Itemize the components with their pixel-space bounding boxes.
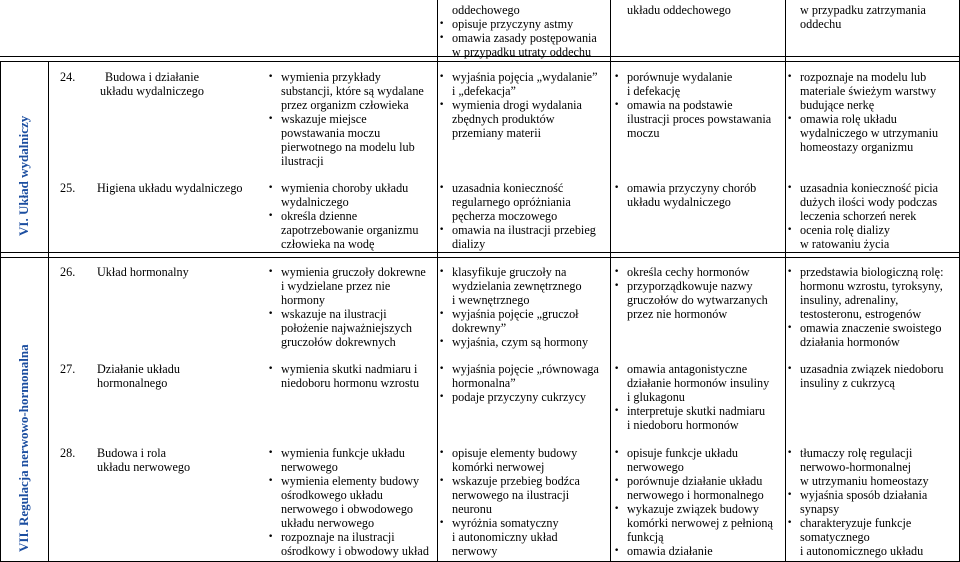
- bullet-item: • omawia na podstawie: [627, 98, 733, 112]
- cell-text: oddechowego: [452, 3, 520, 17]
- topic-number: 24.: [60, 70, 76, 84]
- cell-text: funkcją: [627, 530, 664, 544]
- cell-text: nerwowego: [281, 460, 338, 474]
- cell-text: zapotrzebowanie organizmu: [281, 223, 419, 237]
- row-line: [0, 257, 960, 258]
- cell-text: homeostazy organizmu: [800, 140, 914, 154]
- cell-text: moczu: [627, 126, 660, 140]
- cell-text: i autonomiczny układ: [452, 530, 558, 544]
- cell-text: synapsy: [800, 502, 840, 516]
- section-label: VII. Regulacja nerwowo-hormonalna: [16, 344, 31, 552]
- bullet-item: • uzasadnia konieczność picia: [800, 181, 938, 195]
- topic-number: 27.: [60, 362, 76, 376]
- cell-text: dużych ilości wody podczas: [800, 195, 938, 209]
- bullet-item: • wyjaśnia pojęcie „gruczoł: [452, 307, 579, 321]
- topic-number: 28.: [60, 446, 76, 460]
- cell-text: w utrzymaniu homeostazy: [800, 474, 929, 488]
- cell-text: ośrodkowy i obwodowy układ: [281, 544, 429, 558]
- bullet-item: • porównuje działanie układu: [627, 474, 762, 488]
- cell-text: ilustracji proces powstawania: [627, 112, 772, 126]
- cell-text: przez organizm człowieka: [281, 98, 409, 112]
- topic-title: Budowa i działanie: [104, 70, 200, 84]
- cell-text: i wewnętrznego: [452, 293, 530, 307]
- bullet-item: • opisuje funkcje układu: [627, 446, 738, 460]
- col-line: [610, 0, 611, 561]
- cell-text: układu oddechowego: [627, 3, 731, 17]
- cell-text: neuronu: [452, 502, 492, 516]
- bullet-item: • wymienia funkcje układu: [281, 446, 405, 460]
- cell-text: położenie najważniejszych: [281, 321, 412, 335]
- cell-text: pęcherza moczowego: [452, 209, 558, 223]
- col-line: [0, 61, 1, 561]
- bullet-item: • wymienia skutki nadmiaru i: [281, 362, 417, 376]
- cell-text: przez nie hormonów: [627, 307, 728, 321]
- cell-text: i wydzielane przez nie: [281, 279, 391, 293]
- bullet-item: • wyjaśnia pojęcie „równowaga: [452, 362, 599, 376]
- bullet-item: • wskazuje przebieg bodźca: [452, 474, 580, 488]
- bullet-item: • przyporządkowuje nazwy: [627, 279, 753, 293]
- bullet-item: • wymienia elementy budowy: [281, 474, 419, 488]
- cell-text: nerwowego i obwodowego: [281, 502, 414, 516]
- bullet-item: • wyjaśnia, czym są hormony: [452, 335, 588, 349]
- cell-text: i „defekacja”: [452, 84, 516, 98]
- cell-text: regularnego opróżniania: [452, 195, 571, 209]
- cell-text: komórki nerwowej z pełnioną: [627, 516, 773, 530]
- topic-number: 25.: [60, 181, 76, 195]
- cell-text: działanie hormonów insuliny: [627, 376, 770, 390]
- cell-text: ośrodkowego układu: [281, 488, 383, 502]
- bullet-item: • ocenia rolę dializy: [800, 223, 890, 237]
- cell-text: nerwowy: [452, 544, 498, 558]
- cell-text: wydalniczego: [281, 195, 349, 209]
- cell-text: wydalniczego w utrzymaniu: [800, 126, 939, 140]
- cell-text: układu wydalniczego: [627, 195, 731, 209]
- cell-text: insuliny, adrenaliny,: [800, 293, 899, 307]
- topic-title: Układ hormonalny: [97, 265, 189, 279]
- cell-text: insuliny z cukrzycą: [800, 376, 895, 390]
- bullet-item: • uzasadnia związek niedoboru: [800, 362, 943, 376]
- cell-text: wydzielania zewnętrznego: [452, 279, 582, 293]
- bullet-item: • omawia antagonistyczne: [627, 362, 747, 376]
- cell-text: hormonu wzrostu, tyroksyny,: [800, 279, 943, 293]
- cell-text: pierwotnego na modelu lub: [281, 140, 415, 154]
- cell-text: dializy: [452, 237, 486, 251]
- bullet-item: • opisuje elementy budowy: [452, 446, 577, 460]
- cell-text: działania hormonów: [800, 335, 900, 349]
- cell-text: i autonomicznego układu: [800, 544, 924, 558]
- col-line: [437, 0, 438, 561]
- bullet-item: • omawia na ilustracji przebieg: [452, 223, 596, 237]
- bullet-item: • określa dzienne: [281, 209, 357, 223]
- cell-text: nerwowego: [627, 460, 684, 474]
- cell-text: gruczołów dokrewnych: [281, 335, 396, 349]
- bullet-item: • wymienia drogi wydalania: [452, 98, 582, 112]
- topic-number: 26.: [60, 265, 76, 279]
- bullet-item: • wyróżnia somatyczny: [452, 516, 559, 530]
- bullet-item: • opisuje przyczyny astmy: [452, 17, 573, 31]
- row-line: [0, 252, 960, 253]
- bullet-item: • wymienia przykłady: [281, 70, 381, 84]
- section-label: VI. Układ wydalniczy: [16, 115, 31, 236]
- bullet-item: • interpretuje skutki nadmiaru: [627, 404, 765, 418]
- cell-text: w ratowaniu życia: [800, 237, 890, 251]
- bullet-item: • omawia zasady postępowania: [452, 31, 597, 45]
- cell-text: dokrewny”: [452, 321, 507, 335]
- bullet-item: • określa cechy hormonów: [627, 265, 750, 279]
- topic-title: Higiena układu wydalniczego: [97, 181, 243, 195]
- topic-title: układu wydalniczego: [100, 84, 204, 98]
- cell-text: i glukagonu: [627, 390, 685, 404]
- cell-text: gruczołów do wytwarzanych: [627, 293, 768, 307]
- bullet-item: • wymienia gruczoły dokrewne: [281, 265, 426, 279]
- bullet-item: • przedstawia biologiczną rolę:: [800, 265, 943, 279]
- cell-text: komórki nerwowej: [452, 460, 545, 474]
- cell-text: nerwowo-hormonalnej: [800, 460, 912, 474]
- topic-title: Budowa i rola: [97, 446, 167, 460]
- cell-text: oddechu: [800, 17, 842, 31]
- bullet-item: • wykazuje związek budowy: [627, 502, 759, 516]
- cell-text: i defekację: [627, 84, 681, 98]
- bullet-item: • rozpoznaje na ilustracji: [281, 530, 395, 544]
- bullet-item: • tłumaczy rolę regulacji: [800, 446, 912, 460]
- bullet-item: • rozpoznaje na modelu lub: [800, 70, 926, 84]
- topic-title: układu nerwowego: [97, 460, 191, 474]
- cell-text: substancji, które są wydalane: [281, 84, 424, 98]
- bullet-item: • omawia przyczyny chorób: [627, 181, 756, 195]
- cell-text: niedoboru hormonu wzrostu: [281, 376, 420, 390]
- cell-text: w przypadku zatrzymania: [800, 3, 926, 17]
- cell-text: nerwowego na ilustracji: [452, 488, 570, 502]
- bullet-item: • wymienia choroby układu: [281, 181, 408, 195]
- row-line: [0, 61, 960, 62]
- cell-text: nerwowego i hormonalnego: [627, 488, 764, 502]
- cell-text: materiale świeżym warstwy: [800, 84, 937, 98]
- cell-text: hormony: [281, 293, 326, 307]
- cell-text: w przypadku utraty oddechu: [452, 45, 592, 59]
- cell-text: zbędnych produktów: [452, 112, 555, 126]
- bullet-item: • charakteryzuje funkcje: [800, 516, 911, 530]
- cell-text: somatycznego: [800, 530, 870, 544]
- cell-text: przemiany materii: [452, 126, 541, 140]
- col-line: [785, 0, 786, 561]
- bullet-item: • uzasadnia konieczność: [452, 181, 563, 195]
- bullet-item: • wyjaśnia pojęcia „wydalanie”: [452, 70, 598, 84]
- topic-title: hormonalnego: [97, 376, 168, 390]
- bullet-item: • klasyfikuje gruczoły na: [452, 265, 566, 279]
- bullet-item: • porównuje wydalanie: [627, 70, 732, 84]
- col-line: [48, 61, 49, 561]
- bullet-item: • podaje przyczyny cukrzycy: [452, 390, 586, 404]
- cell-text: człowieka na wodę: [281, 237, 375, 251]
- bullet-item: • omawia znaczenie swoistego: [800, 321, 941, 335]
- bullet-item: • omawia działanie: [627, 544, 713, 558]
- cell-text: hormonalna”: [452, 376, 516, 390]
- cell-text: testosteronu, estrogenów: [800, 307, 922, 321]
- bullet-item: • wskazuje miejsce: [281, 112, 367, 126]
- cell-text: ilustracji: [281, 154, 324, 168]
- cell-text: leczenia schorzeń nerek: [800, 209, 917, 223]
- cell-text: układu nerwowego: [281, 516, 375, 530]
- bullet-item: • wskazuje na ilustracji: [281, 307, 387, 321]
- cell-text: budujące nerkę: [800, 98, 875, 112]
- cell-text: powstawania moczu: [281, 126, 381, 140]
- bullet-item: • omawia rolę układu: [800, 112, 897, 126]
- cell-text: i niedoboru hormonów: [627, 418, 739, 432]
- bullet-item: • wyjaśnia sposób działania: [800, 488, 927, 502]
- topic-title: Działanie układu: [97, 362, 180, 376]
